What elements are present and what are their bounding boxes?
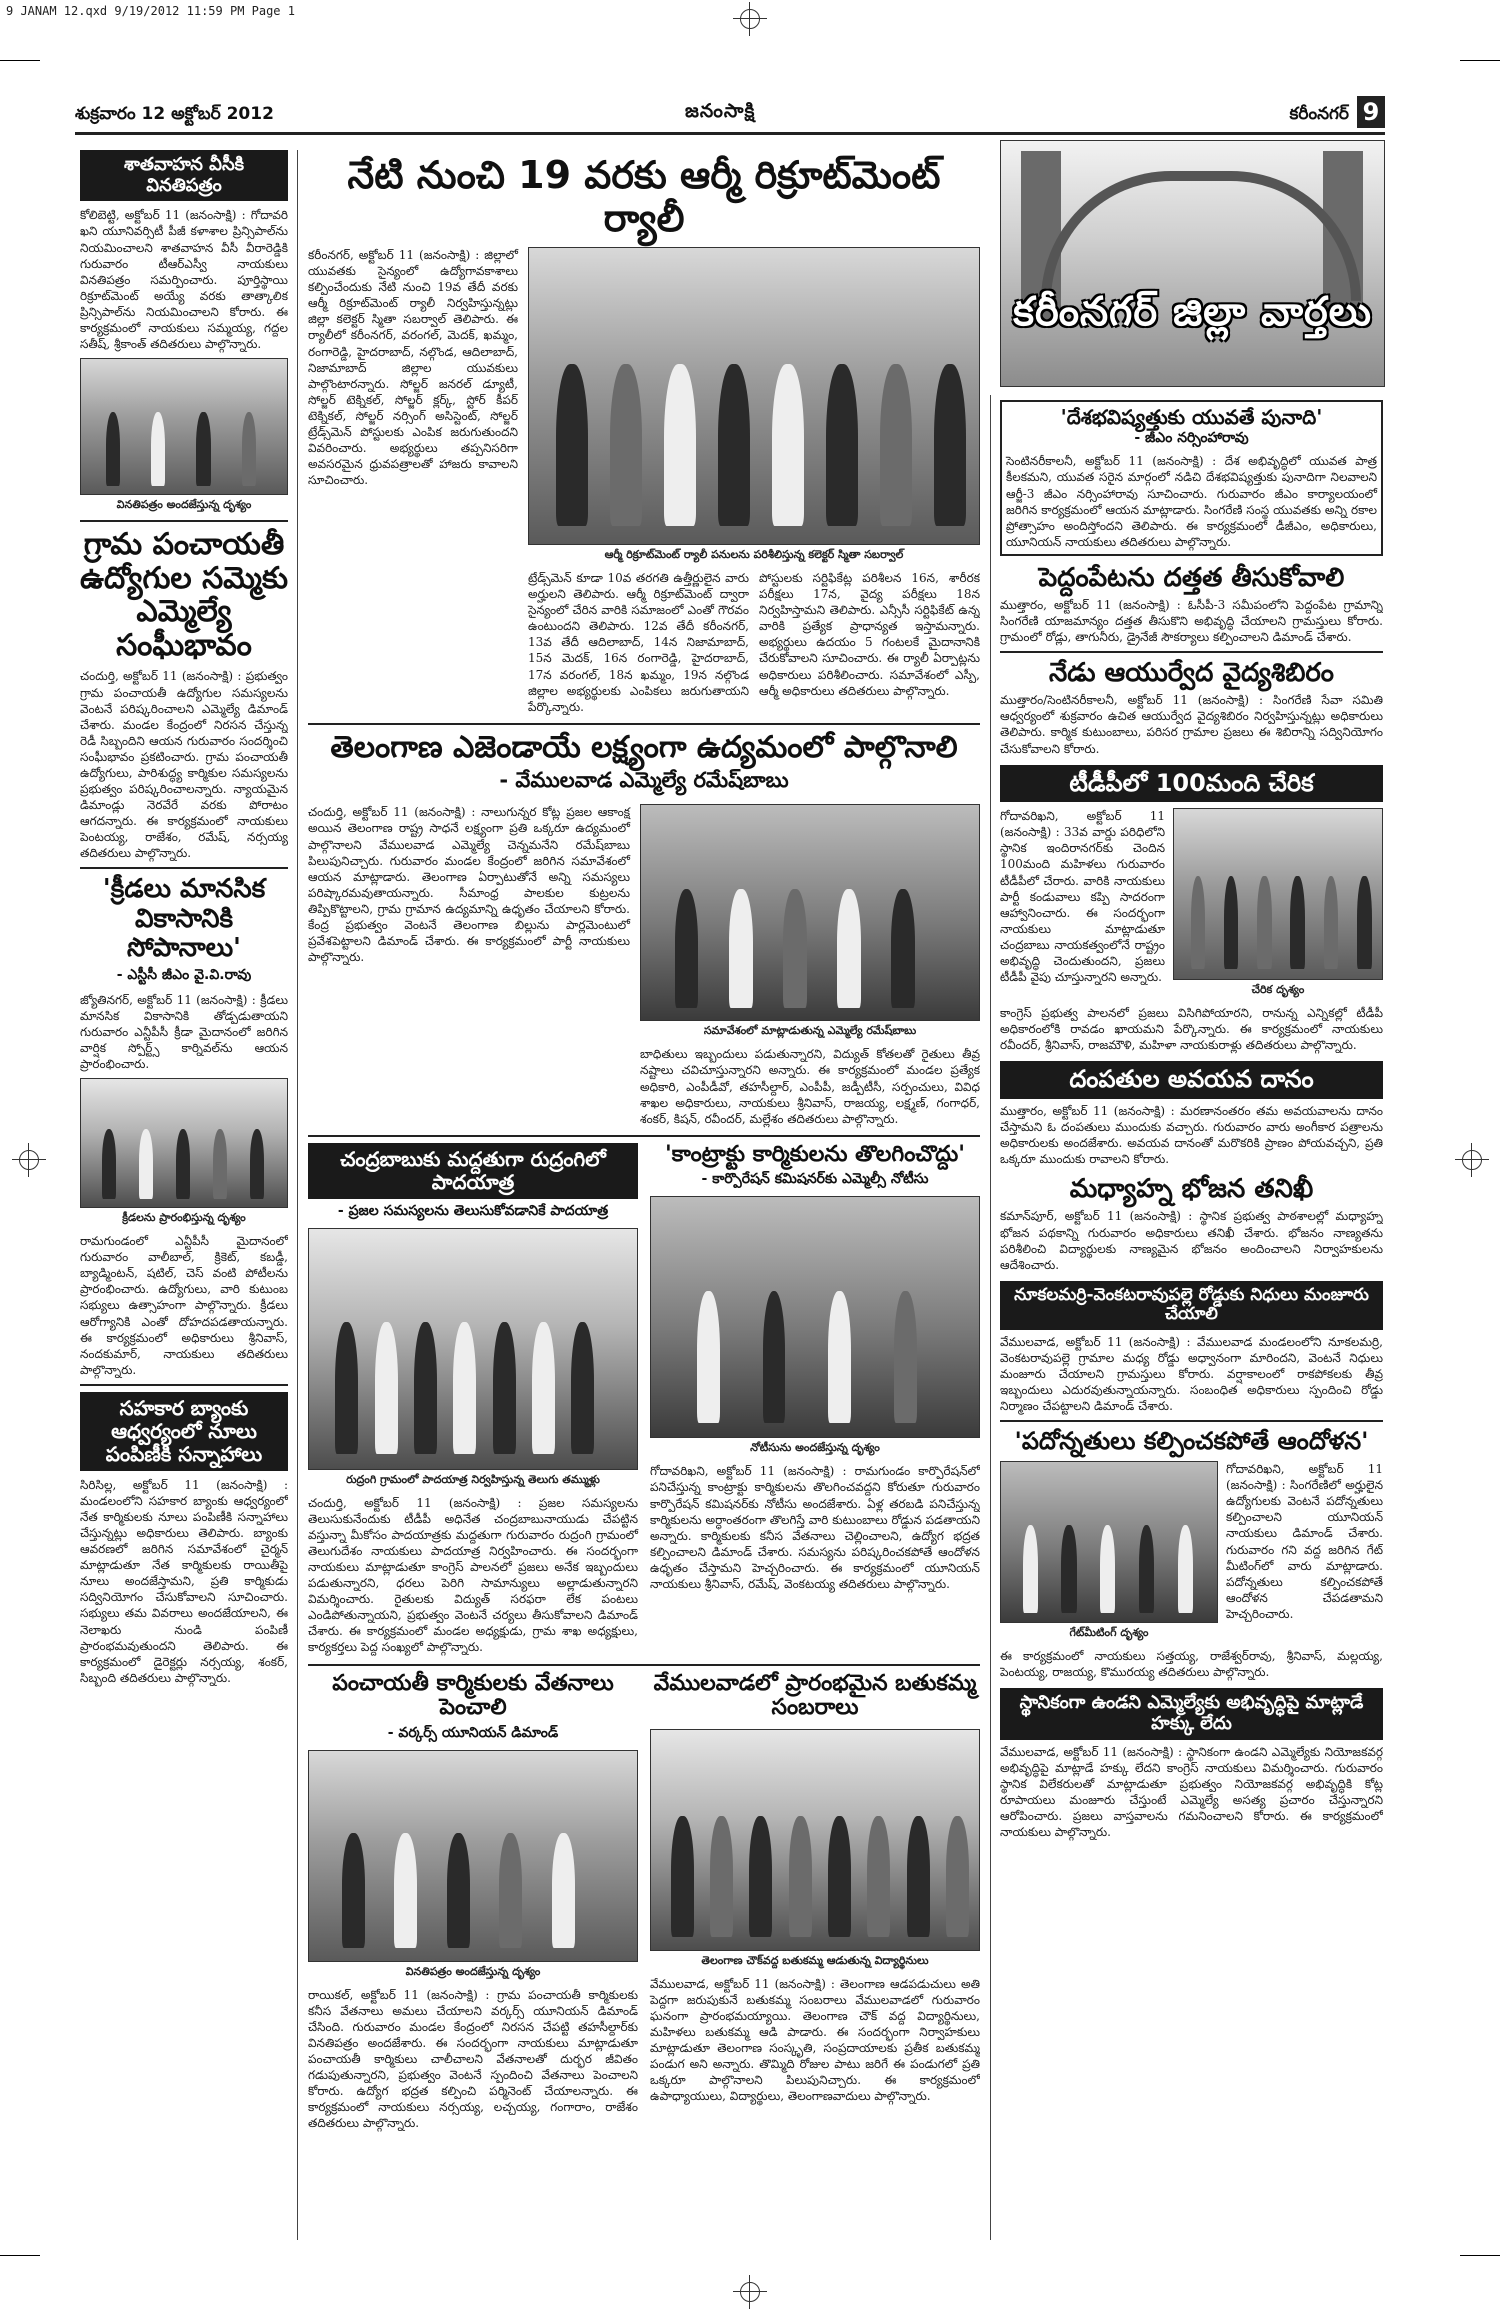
article-body: వేములవాడ, అక్టోబర్ 11 (జనంసాక్షి) : వేములవాడ మండలంలోని నూకలమర్రి, వెంకటరావుపల్లె గ్రామాల మధ్య రోడ్డు అధ్వానంగా మారిందని, వెంటనే నిధులు మంజూరు చేయాలని గ్రామస్తులు కోరారు. వర్షాకాలంలో రాకపోకలకు తీవ్ర ఇబ్బందులు ఎదురవుతున్నాయన్నారు. సంబంధిత అధికారులు స్పందించి రోడ్డు నిర్మాణం చేపట్టాలని డిమాండ్ చేశారు.	[1000, 1334, 1383, 1414]
photo-caption: తెలంగాణ చౌక్‌వద్ద బతుకమ్మ ఆడుతున్న విద్యార్థినులు	[701, 1953, 929, 1967]
lead-headline: నేటి నుంచి 19 వరకు ఆర్మీ రిక్రూట్‌మెంట్ ర్యాలీ	[347, 153, 941, 240]
article-body: ముత్తారం, అక్టోబర్ 11 (జనంసాక్షి) : మరణానంతరం తమ అవయవాలను దానం చేస్తామని ఓ దంపతులు ముందుకు వచ్చారు. గురువారం వారు అంగీకార పత్రాలను అధికారులకు అందజేశారు. అవయవ దానంతో మరొకరికి ప్రాణం పోయవచ్చని, ప్రతి ఒక్కరూ ముందుకు రావాలని కోరారు.	[1000, 1104, 1383, 1167]
news-photo	[308, 1750, 638, 1962]
headline: 'క్రీడలు మానసిక వికాసానికి సోపానాలు'	[102, 874, 266, 963]
photo-caption: వినతిపత్రం అందజేస్తున్న దృశ్యం	[116, 498, 252, 512]
headline: 'కాంట్రాక్టు కార్మికులను తొలగించొద్దు'	[665, 1141, 965, 1167]
headline: పెద్దంపేటను దత్తత తీసుకోవాలి	[1038, 562, 1345, 593]
headline: మధ్యాహ్న భోజన తనిఖీ	[1069, 1174, 1314, 1205]
chandrababu-story	[308, 1143, 638, 1656]
divider	[80, 520, 288, 522]
contract-workers-story	[650, 1143, 980, 1656]
article-body: ముత్తారం/సెంటినరీకాలనీ, అక్టోబర్ 11 (జనంసాక్షి) : సింగరేణి సేవా సమితి ఆధ్వర్యంలో శుక్రవారం ఉచిత ఆయుర్వేద వైద్యశిబిరం నిర్వహిస్తున్నట్లు అధికారులు తెలిపారు. కార్మిక కుటుంబాలు, పరిసర గ్రామాల ప్రజలు ఈ శిబిరాన్ని సద్వినియోగం చేసుకోవాలని కోరారు.	[1000, 693, 1383, 756]
news-photo	[1000, 1461, 1218, 1623]
folio-bar	[75, 98, 1385, 135]
headline: టీడీపీలో 100మంది చేరిక	[1000, 765, 1383, 803]
article-body: సిరిసిల్ల, అక్టోబర్ 11 (జనంసాక్షి) : మండలంలోని సహకార బ్యాంకు ఆధ్వర్యంలో నేత కార్మికులకు నూలు పంపిణీకి సన్నాహాలు చేస్తున్నట్లు అధికారులు తెలిపారు. బ్యాంకు ఆవరణలో జరిగిన సమావేశంలో చైర్మన్ మాట్లాడుతూ నేత కార్మికులకు రాయితీపై నూలు అందజేస్తామని, ప్రతి కార్మికుడు సద్వినియోగం చేసుకోవాలని సూచించారు. సభ్యులు తమ వివరాలు అందజేయాలని, ఈ నెలాఖరు నుండి పంపిణీ ప్రారంభమవుతుందని తెలిపారు. ఈ కార్యక్రమంలో డైరెక్టర్లు నర్సయ్య, శంకర్, సిబ్బంది తదితరులు పాల్గొన్నారు.	[80, 1477, 288, 1685]
news-photo	[1173, 808, 1383, 980]
headline: దంపతుల అవయవ దానం	[1000, 1061, 1383, 1099]
photo-caption: రుద్రంగి గ్రామంలో పాదయాత్ర నిర్వహిస్తున్న తెలుగు తమ్ముళ్లు	[346, 1472, 600, 1486]
divider	[308, 1664, 980, 1666]
divider	[308, 723, 980, 725]
article-body: జ్యోతినగర్, అక్టోబర్ 11 (జనంసాక్షి) : క్రీడలు మానసిక వికాసానికి తోడ్పడుతాయని గురువారం ఎన్టీపీసీ క్రీడా మైదానంలో జరిగిన వార్షిక స్పోర్ట్స్ కార్నివల్‌ను ఆయన ప్రారంభించారు.	[80, 992, 288, 1072]
photo-caption: సమావేశంలో మాట్లాడుతున్న ఎమ్మెల్యే రమేష్‌బాబు	[703, 1024, 917, 1038]
article-body: గోదావరిఖని, అక్టోబర్ 11 (జనంసాక్షి) : రామగుండం కార్పొరేషన్‌లో పనిచేస్తున్న కాంట్రాక్టు కార్మికులను తొలగించవద్దని కోరుతూ గురువారం కార్పొరేషన్ కమిషనర్‌కు నోటీసు అందజేశారు. ఏళ్ల తరబడి పనిచేస్తున్న కార్మికులను అర్ధాంతరంగా తొలగిస్తే వారి కుటుంబాలు రోడ్డున పడతాయని అన్నారు. కార్మికులకు కనీస వేతనాలు చెల్లించాలని, ఉద్యోగ భద్రత కల్పించాలని డిమాండ్ చేశారు. సమస్యను పరిష్కరించకపోతే ఆందోళన ఉధృతం చేస్తామని హెచ్చరించారు. ఈ కార్యక్రమంలో యూనియన్ నాయకులు శ్రీనివాస్, రమేష్, వెంకటయ్య తదితరులు పాల్గొన్నారు.	[650, 1464, 980, 1591]
news-photo	[640, 804, 980, 1021]
article-body: గోదావరిఖని, అక్టోబర్ 11 (జనంసాక్షి) : 33వ వార్డు పరిధిలోని స్థానిక ఇందిరానగర్‌కు చెందిన 100మంది మహిళలు గురువారం టీడీపీలో చేరారు. వారికి నాయకులు పార్టీ కండువాలు కప్పి సాదరంగా ఆహ్వానించారు. ఈ సందర్భంగా నాయకులు మాట్లాడుతూ చంద్రబాబు నాయకత్వంలోనే రాష్ట్రం అభివృద్ధి చెందుతుందని, ప్రజలు టీడీపీ వైపు చూస్తున్నారని అన్నారు.	[1000, 809, 1165, 984]
photo-caption: వినతిపత్రం అందజేస్తున్న దృశ్యం	[405, 1964, 541, 1978]
article-body: చందుర్తి, అక్టోబర్ 11 (జనంసాక్షి) : నాలుగున్నర కోట్ల ప్రజల ఆకాంక్ష అయిన తెలంగాణ రాష్ట్ర సాధనే లక్ష్యంగా ప్రతి ఒక్కరూ ఉద్యమంలో పాల్గొనాలని వేములవాడ ఎమ్మెల్యే చెన్నమనేని రమేష్‌బాబు పిలుపునిచ్చారు. గురువారం మండల కేంద్రంలో జరిగిన సమావేశంలో ఆయన మాట్లాడారు. తెలంగాణ ఏర్పాటుతోనే అన్ని సమస్యలు పరిష్కారమవుతాయన్నారు. సీమాంధ్ర పాలకుల కుట్రలను తిప్పికొట్టాలని, గ్రామ గ్రామాన ఉద్యమాన్ని ఉధృతం చేయాలని కోరారు. కేంద్ర ప్రభుత్వం వెంటనే తెలంగాణ బిల్లును పార్లమెంటులో ప్రవేశపెట్టాలని డిమాండ్ చేశారు. ఈ కార్యక్రమంలో పార్టీ నాయకులు పాల్గొన్నారు.	[308, 805, 630, 965]
right-column	[1000, 400, 1383, 2240]
left-column	[80, 150, 288, 2240]
headline: చంద్రబాబుకు మద్దతుగా రుద్రంగిలో పాదయాత్ర	[308, 1143, 638, 1199]
article-body: సెంటినరీకాలనీ, అక్టోబర్ 11 (జనంసాక్షి) : దేశ అభివృద్ధిలో యువత పాత్ర కీలకమని, యువత సరైన మార్గంలో నడిచి దేశభవిష్యత్తుకు పునాదిగా నిలవాలని ఆర్జీ-3 జీఎం నర్సింహారావు సూచించారు. గురువారం జీఎం కార్యాలయంలో జరిగిన కార్యక్రమంలో ఆయన మాట్లాడారు. సింగరేణి సంస్థ యువతకు అన్ని రకాల ప్రోత్సాహం అందిస్తోందని తెలిపారు. ఈ కార్యక్రమంలో డీజీఎం, అధికారులు, యూనియన్ నాయకులు తదితరులు పాల్గొన్నారు.	[1006, 454, 1377, 549]
banner-title: కరీంనగర్ జిల్లా వార్తలు	[1013, 289, 1372, 335]
headline: సహకార బ్యాంకు ఆధ్వర్యంలో నూలు పంపిణీకి సన్నాహాలు	[80, 1392, 288, 1471]
article-body: కమాన్‌పూర్, అక్టోబర్ 11 (జనంసాక్షి) : స్థానిక ప్రభుత్వ పాఠశాలల్లో మధ్యాహ్న భోజన పథకాన్ని గురువారం అధికారులు తనిఖీ చేశారు. భోజనం నాణ్యతను పరిశీలించి విద్యార్థులకు నాణ్యమైన భోజనం అందించాలని నిర్వాహకులను ఆదేశించారు.	[1000, 1209, 1383, 1272]
byline: - ప్రజల సమస్యలను తెలుసుకోవడానికే పాదయాత్ర	[337, 1202, 609, 1219]
photo-caption: గేట్‌మీటింగ్ దృశ్యం	[1069, 1626, 1149, 1640]
panchayat-workers-story	[308, 1672, 638, 2132]
crop-mark	[1460, 2255, 1500, 2256]
lead-story	[308, 247, 980, 715]
headline: తెలంగాణ ఎజెండాయే లక్ష్యంగా ఉద్యమంలో పాల్గొనాలి	[330, 729, 958, 765]
photo-caption: చేరిక దృశ్యం	[1251, 983, 1305, 997]
headline: శాతవాహన వీసీకి వినతిపత్రం	[80, 150, 288, 201]
divider	[1000, 1420, 1383, 1422]
divider	[1000, 651, 1383, 653]
column-rule	[990, 395, 991, 2240]
bathukamma-story	[650, 1672, 980, 2132]
byline: - జీఎం నర్సింహారావు	[1134, 430, 1249, 447]
headline: వేములవాడలో ప్రారంభమైన బతుకమ్మ సంబరాలు	[653, 1670, 977, 1721]
headline: స్థానికంగా ఉండని ఎమ్మెల్యేకు అభివృద్ధిపై మాట్లాడే హక్కు లేదు	[1000, 1688, 1383, 1739]
headline: 'పదోన్నతులు కల్పించకపోతే ఆందోళన'	[1014, 1427, 1369, 1456]
divider	[80, 867, 288, 869]
photo-caption: క్రీడలను ప్రారంభిస్తున్న దృశ్యం	[122, 1211, 246, 1225]
crop-mark	[0, 2255, 40, 2256]
news-photo	[650, 1729, 980, 1951]
article-body: చందుర్తి, అక్టోబర్ 11 (జనంసాక్షి) : ప్రభుత్వం గ్రామ పంచాయతీ ఉద్యోగుల సమస్యలను వెంటనే పరిష్కరించాలని ఎమ్మెల్యే డిమాండ్ చేశారు. మండల కేంద్రంలో నిరసన చేస్తున్న రెడీ సిబ్బందిని ఆయన గురువారం సందర్శించి సంఘీభావం ప్రకటించారు. గ్రామ పంచాయతీ ఉద్యోగులు, పారిశుద్ధ్య కార్మికుల సమస్యలను ప్రభుత్వం పరిష్కరించాలన్నారు. న్యాయమైన డిమాండ్లు నెరవేరే వరకు పోరాటం ఆగదన్నారు. ఈ కార్యక్రమంలో నాయకులు పెంటయ్య, రాజేశం, రమేష్, నర్సయ్య తదితరులు పాల్గొన్నారు.	[80, 669, 288, 861]
article-body: రాయికల్, అక్టోబర్ 11 (జనంసాక్షి) : గ్రామ పంచాయతీ కార్మికులకు కనీస వేతనాలు అమలు చేయాలని వర్కర్స్ యూనియన్ డిమాండ్ చేసింది. గురువారం మండల కేంద్రంలో నిరసన చేపట్టి తహసీల్దార్‌కు వినతిపత్రం అందజేశారు. ఈ సందర్భంగా నాయకులు మాట్లాడుతూ పంచాయతీ కార్మికులు చాలీచాలని వేతనాలతో దుర్భర జీవితం గడుపుతున్నారని, ప్రభుత్వం వెంటనే స్పందించి వేతనాలు పెంచాలని కోరారు. ఉద్యోగ భద్రత కల్పించి పర్మినెంట్ చేయాలన్నారు. ఈ కార్యక్రమంలో నాయకులు నర్సయ్య, లచ్చయ్య, గంగారాం, రాజేశం తదితరులు పాల్గొన్నారు.	[308, 1987, 638, 2131]
registration-mark	[733, 2275, 767, 2309]
news-photo	[528, 247, 980, 545]
article-body: ట్రేడ్స్‌మెన్ కూడా 10వ తరగతి ఉత్తీర్ణులైన వారు అర్హులని తెలిపారు. ఆర్మీ రిక్రూట్‌మెంట్ ద్వారా సైన్యంలో చేరిన వారికి సమాజంలో ఎంతో గౌరవం ఉంటుందని తెలిపారు. 12వ తేదీ కరీంనగర్, 13వ తేదీ ఆదిలాబాద్, 14న నిజామాబాద్, 15న మెదక్, 16న రంగారెడ్డి, హైదరాబాద్, 17న వరంగల్, 18న ఖమ్మం, 19న నల్గొండ జిల్లాల అభ్యర్థులకు ఎంపికలు జరుగుతాయని పేర్కొన్నారు.	[528, 571, 749, 714]
article-body: ఈ కార్యక్రమంలో నాయకులు సత్తయ్య, రాజేశ్వర్‌రావు, శ్రీనివాస్, మల్లయ్య, పెంటయ్య, రాజయ్య, కొమురయ్య తదితరులు పాల్గొన్నారు.	[1000, 1649, 1383, 1680]
crop-mark	[0, 60, 40, 61]
photo-caption: ఆర్మీ రిక్రూట్‌మెంట్ ర్యాలీ పనులను పరిశీలిస్తున్న కలెక్టర్ స్మితా సబర్వాల్	[604, 548, 904, 562]
article-body: కరీంనగర్, అక్టోబర్ 11 (జనంసాక్షి) : జిల్లాలో యువతకు సైన్యంలో ఉద్యోగావకాశాలు కల్పించేందుకు నేటి నుంచి 19వ తేదీ వరకు ఆర్మీ రిక్రూట్‌మెంట్ ర్యాలీ నిర్వహిస్తున్నట్లు జిల్లా కలెక్టర్ స్మితా సబర్వాల్ తెలిపారు. ఈ ర్యాలీలో కరీంనగర్, వరంగల్, మెదక్, ఖమ్మం, రంగారెడ్డి, హైదరాబాద్, నల్గొండ, ఆదిలాబాద్, నిజామాబాద్ జిల్లాల యువకులు పాల్గొంటారన్నారు. సోల్జర్ జనరల్ డ్యూటీ, సోల్జర్ టెక్నికల్, సోల్జర్ క్లర్క్, స్టోర్ కీపర్ టెక్నికల్, సోల్జర్ నర్సింగ్ అసిస్టెంట్, సోల్జర్ ట్రేడ్స్‌మెన్ పోస్టులకు ఎంపిక జరుగుతుందని వివరించారు. అభ్యర్థులు తప్పనిసరిగా అవసరమైన ధ్రువపత్రాలతో హాజరు కావాలని సూచించారు.	[308, 248, 518, 488]
issue-date: శుక్రవారం 12 అక్టోబర్ 2012	[75, 104, 274, 124]
print-slug: 9 JANAM 12.qxd 9/19/2012 11:59 PM Page 1	[6, 4, 295, 18]
headline: నేడు ఆయుర్వేద వైద్యశిబిరం	[1049, 658, 1334, 689]
headline: పంచాయతీ కార్మికులకు వేతనాలు పెంచాలి	[332, 1670, 614, 1721]
district-name: కరీంనగర్	[1289, 104, 1349, 124]
byline: - వేములవాడ ఎమ్మెల్యే రమేష్‌బాబు	[499, 768, 789, 793]
byline: - వర్కర్స్ యూనియన్ డిమాండ్	[387, 1724, 559, 1741]
page-number: 9	[1357, 96, 1385, 128]
district-news-banner	[1000, 140, 1385, 387]
boxed-story	[1000, 400, 1383, 556]
divider	[308, 1135, 980, 1137]
news-photo	[80, 1078, 288, 1208]
article-body: పోస్టులకు సర్టిఫికేట్ల పరిశీలన 16న, శారీరక పరీక్షలు 17న, వైద్య పరీక్షలు 18న నిర్వహిస్తామని తెలిపారు. ఎన్సీసీ సర్టిఫికేట్ ఉన్న వారికి ప్రత్యేక ప్రాధాన్యత ఇస్తామన్నారు. అభ్యర్థులు ఉదయం 5 గంటలకే మైదానానికి చేరుకోవాలని సూచించారు. ఈ ర్యాలీ ఏర్పాట్లను అధికారులు పరిశీలించారు. సమావేశంలో ఎస్పీ, ఆర్మీ అధికారులు తదితరులు పాల్గొన్నారు.	[759, 571, 980, 698]
article-body: కోలిబెట్టి, అక్టోబర్ 11 (జనంసాక్షి) : గోదావరి ఖని యూనివర్సిటీ పీజీ కళాశాల ప్రిన్సిపాల్‌ను నియమించాలని శాతవాహన వీసీ వీరారెడ్డికి గురువారం టీఆర్ఎస్వీ నాయకులు వినతిపత్రం సమర్పించారు. పూర్తిస్థాయి రిక్రూట్‌మెంట్ అయ్యే వరకు తాత్కాలిక ప్రిన్సిపాల్‌ను నియమించాలని కోరారు. ఈ కార్యక్రమంలో నాయకులు సమ్మయ్య, గద్దల సతీష్, శ్రీకాంత్ తదితరులు పాల్గొన్నారు.	[80, 208, 288, 351]
divider	[80, 1384, 288, 1386]
photo-caption: నోటీసును అందజేస్తున్న దృశ్యం	[750, 1441, 880, 1455]
news-photo	[80, 358, 288, 495]
crop-mark	[1460, 60, 1500, 61]
registration-mark	[733, 2, 767, 36]
column-rule	[297, 150, 298, 2240]
registration-mark	[12, 1143, 46, 1177]
article-body: గోదావరిఖని, అక్టోబర్ 11 (జనంసాక్షి) : సింగరేణిలో అర్హులైన ఉద్యోగులకు వెంటనే పదోన్నతులు కల్పించాలని యూనియన్ నాయకులు డిమాండ్ చేశారు. గురువారం గని వద్ద జరిగిన గేట్ మీటింగ్‌లో వారు మాట్లాడారు. పదోన్నతులు కల్పించకపోతే ఆందోళన చేపడతామని హెచ్చరించారు.	[1226, 1462, 1383, 1621]
headline: గ్రామ పంచాయతీ ఉద్యోగుల సమ్మెకు ఎమ్మెల్యే సంఘీభావం	[80, 527, 288, 663]
article-body: రామగుండంలో ఎన్టీపీసీ మైదానంలో గురువారం వాలీబాల్, క్రికెట్, కబడ్డీ, బ్యాడ్మింటన్, షటిల్, చెస్ వంటి పోటీలను ప్రారంభించారు. ఉద్యోగులు, వారి కుటుంబ సభ్యులు ఉత్సాహంగా పాల్గొన్నారు. క్రీడలు ఆరోగ్యానికి ఎంతో దోహదపడతాయన్నారు. ఈ కార్యక్రమంలో అధికారులు శ్రీనివాస్, నందకుమార్, నాయకులు తదితరులు పాల్గొన్నారు.	[80, 1234, 288, 1377]
registration-mark	[1455, 1143, 1489, 1177]
article-body: బాధితులు ఇబ్బందులు పడుతున్నారని, విద్యుత్ కోతలతో రైతులు తీవ్ర నష్టాలు చవిచూస్తున్నారని అన్నారు. ఈ కార్యక్రమంలో మండల ప్రత్యేక అధికారి, ఎంపీడీవో, తహసీల్దార్, ఎంపీపీ, జడ్పీటీసీ, సర్పంచులు, వివిధ శాఖల అధికారులు, నాయకులు శ్రీనివాస్, రాజయ్య, లక్ష్మణ్, గంగాధర్, శంకర్, కిషన్, రవీందర్, మల్లేశం తదితరులు పాల్గొన్నారు.	[640, 1047, 980, 1126]
article-body: వేములవాడ, అక్టోబర్ 11 (జనంసాక్షి) : స్థానికంగా ఉండని ఎమ్మెల్యేకు నియోజకవర్గ అభివృద్ధిపై మాట్లాడే హక్కు లేదని కాంగ్రెస్ నాయకులు విమర్శించారు. గురువారం స్థానిక విలేకరులతో మాట్లాడుతూ ప్రభుత్వం నియోజకవర్గ అభివృద్ధికి కోట్ల రూపాయలు మంజూరు చేస్తుంటే ఎమ్మెల్యే అసత్య ప్రచారం చేస్తున్నారని ఆరోపించారు. ప్రజలు వాస్తవాలను గమనించాలని కోరారు. ఈ కార్యక్రమంలో నాయకులు పాల్గొన్నారు.	[1000, 1744, 1383, 1840]
article-body: చందుర్తి, అక్టోబర్ 11 (జనంసాక్షి) : ప్రజల సమస్యలను తెలుసుకునేందుకు టీడీపీ అధినేత చంద్రబాబునాయుడు చేపట్టిన వస్తున్నా మీకోసం పాదయాత్రకు మద్దతుగా గురువారం రుద్రంగి గ్రామంలో తెలుగుదేశం నాయకులు పాదయాత్ర నిర్వహించారు. ఈ సందర్భంగా నాయకులు మాట్లాడుతూ కాంగ్రెస్ పాలనలో ప్రజలు అనేక ఇబ్బందులు పడుతున్నారని, ధరలు పెరిగి సామాన్యులు అల్లాడుతున్నారని విమర్శించారు. రైతులకు విద్యుత్ సరఫరా లేక పంటలు ఎండిపోతున్నాయని, ప్రభుత్వం వెంటనే చర్యలు తీసుకోవాలని డిమాండ్ చేశారు. ఈ కార్యక్రమంలో మండల అధ్యక్షుడు, గ్రామ శాఖ అధ్యక్షులు, కార్యకర్తలు పెద్ద సంఖ్యలో పాల్గొన్నారు.	[308, 1495, 638, 1655]
news-photo	[650, 1196, 980, 1438]
article-body: ముత్తారం, అక్టోబర్ 11 (జనంసాక్షి) : ఓసీపీ-3 సమీపంలోని పెద్దంపేట గ్రామాన్ని సింగరేణి యాజమాన్యం దత్తత తీసుకొని అభివృద్ధి చేయాలని గ్రామస్తులు కోరారు. గ్రామంలో రోడ్లు, తాగునీరు, డ్రైనేజీ సౌకర్యాలు కల్పించాలని డిమాండ్ చేశారు.	[1000, 597, 1383, 645]
article-body: వేములవాడ, అక్టోబర్ 11 (జనంసాక్షి) : తెలంగాణ ఆడపడుచులు అతి పెద్దగా జరుపుకునే బతుకమ్మ సంబరాలు వేములవాడలో గురువారం ఘనంగా ప్రారంభమయ్యాయి. తెలంగాణ చౌక్ వద్ద విద్యార్థినులు, మహిళలు బతుకమ్మ ఆడి పాడారు. ఈ సందర్భంగా నిర్వాహకులు మాట్లాడుతూ తెలంగాణ సంస్కృతి, సంప్రదాయాలకు ప్రతీక బతుకమ్మ పండుగ అని అన్నారు. తొమ్మిది రోజుల పాటు జరిగే ఈ పండుగలో ప్రతి ఒక్కరూ పాల్గొనాలని పిలుపునిచ్చారు. ఈ కార్యక్రమంలో ఉపాధ్యాయులు, విద్యార్థులు, తెలంగాణవాదులు పాల్గొన్నారు.	[650, 1976, 980, 2104]
headline: నూకలమర్రి-వెంకటరావుపల్లె రోడ్డుకు నిధులు మంజూరు చేయాలి	[1000, 1281, 1383, 1330]
center-column	[308, 150, 980, 2240]
news-photo	[308, 1228, 638, 1470]
byline: - ఎస్టీసీ జీఎం వై.వి.రావు	[116, 966, 252, 983]
byline: - కార్పొరేషన్ కమిషనర్‌కు ఎమ్మెల్సీ నోటీసు	[701, 1171, 929, 1188]
headline: 'దేశభవిష్యత్తుకు యువతే పునాది'	[1060, 405, 1323, 429]
article-body: కాంగ్రెస్ ప్రభుత్వ పాలనలో ప్రజలు విసిగిపోయారని, రానున్న ఎన్నికల్లో టీడీపీ అధికారంలోకి రావడం ఖాయమని పేర్కొన్నారు. ఈ కార్యక్రమంలో నాయకులు రవీందర్, శ్రీనివాస్, రాజమౌళి, మహిళా నాయకురాళ్లు తదితరులు పాల్గొన్నారు.	[1000, 1006, 1383, 1053]
paper-name: జనంసాక్షి	[685, 100, 756, 122]
